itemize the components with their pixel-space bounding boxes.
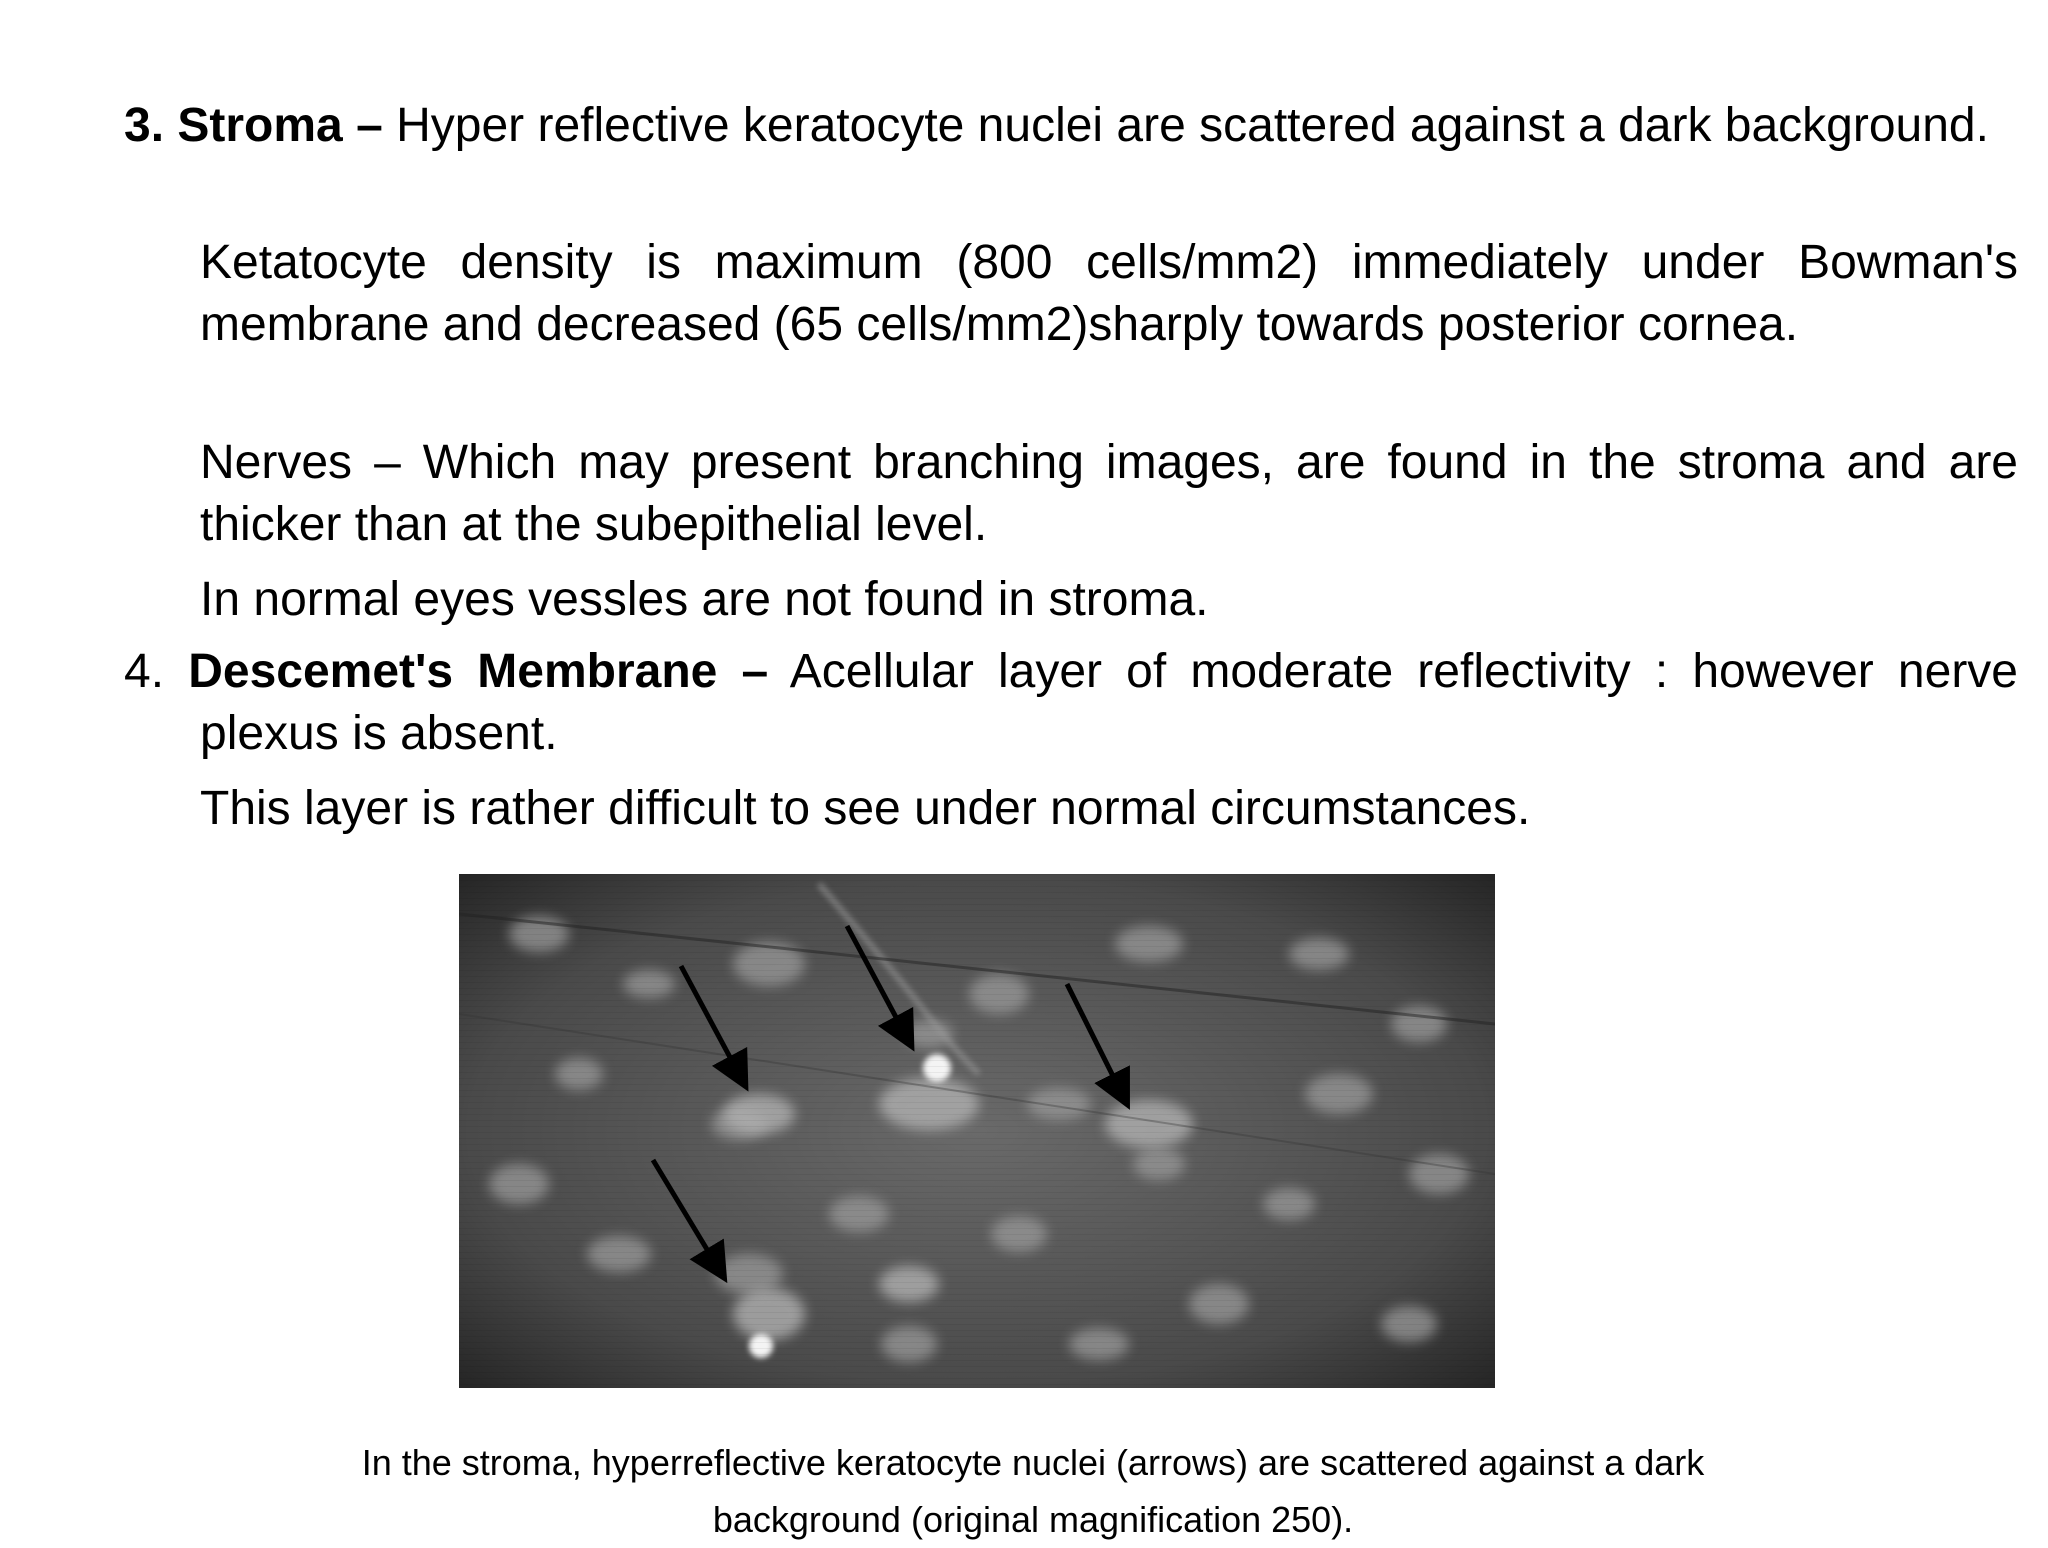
section-4-term: Descemet's Membrane –: [188, 645, 769, 698]
stroma-micrograph: [459, 874, 1495, 1388]
section-3-intro: [124, 95, 2018, 157]
figure-caption: [124, 1434, 1942, 1548]
section-4-paragraph-visibility: This layer is rather difficult to see under normal circumstances.: [200, 782, 1531, 835]
section-3-paragraph-vessels: In normal eyes vessles are not found in stroma.: [200, 573, 1209, 626]
section-3-term: Stroma –: [177, 99, 383, 152]
section-4-intro-text: Acellular layer of moderate reflectivity : however nerve plexus is absent.: [200, 645, 2019, 760]
figure-caption-line-2: background (original magnification 250).: [712, 1499, 1354, 1540]
section-3-paragraph-density: Ketatocyte density is maximum (800 cells/mm2) immediately under Bowman's membrane and decreased (65 cells/mm2)sharply towards posterior cornea.: [200, 236, 2018, 351]
section-3-intro-text: Hyper reflective keratocyte nuclei are scattered against a dark background.: [396, 99, 1989, 152]
section-3-paragraph-nerves: Nerves – Which may present branching images, are found in the stroma and are thicker than at the subepithelial level.: [200, 436, 2018, 551]
section-4-intro: [124, 641, 2018, 765]
figure-caption-line-1: In the stroma, hyperreflective keratocyte nuclei (arrows) are scattered against a dark: [361, 1442, 1705, 1483]
micrograph-image: [459, 874, 1495, 1388]
section-3-number: 3.: [124, 99, 165, 152]
section-4-number: 4.: [124, 645, 165, 698]
